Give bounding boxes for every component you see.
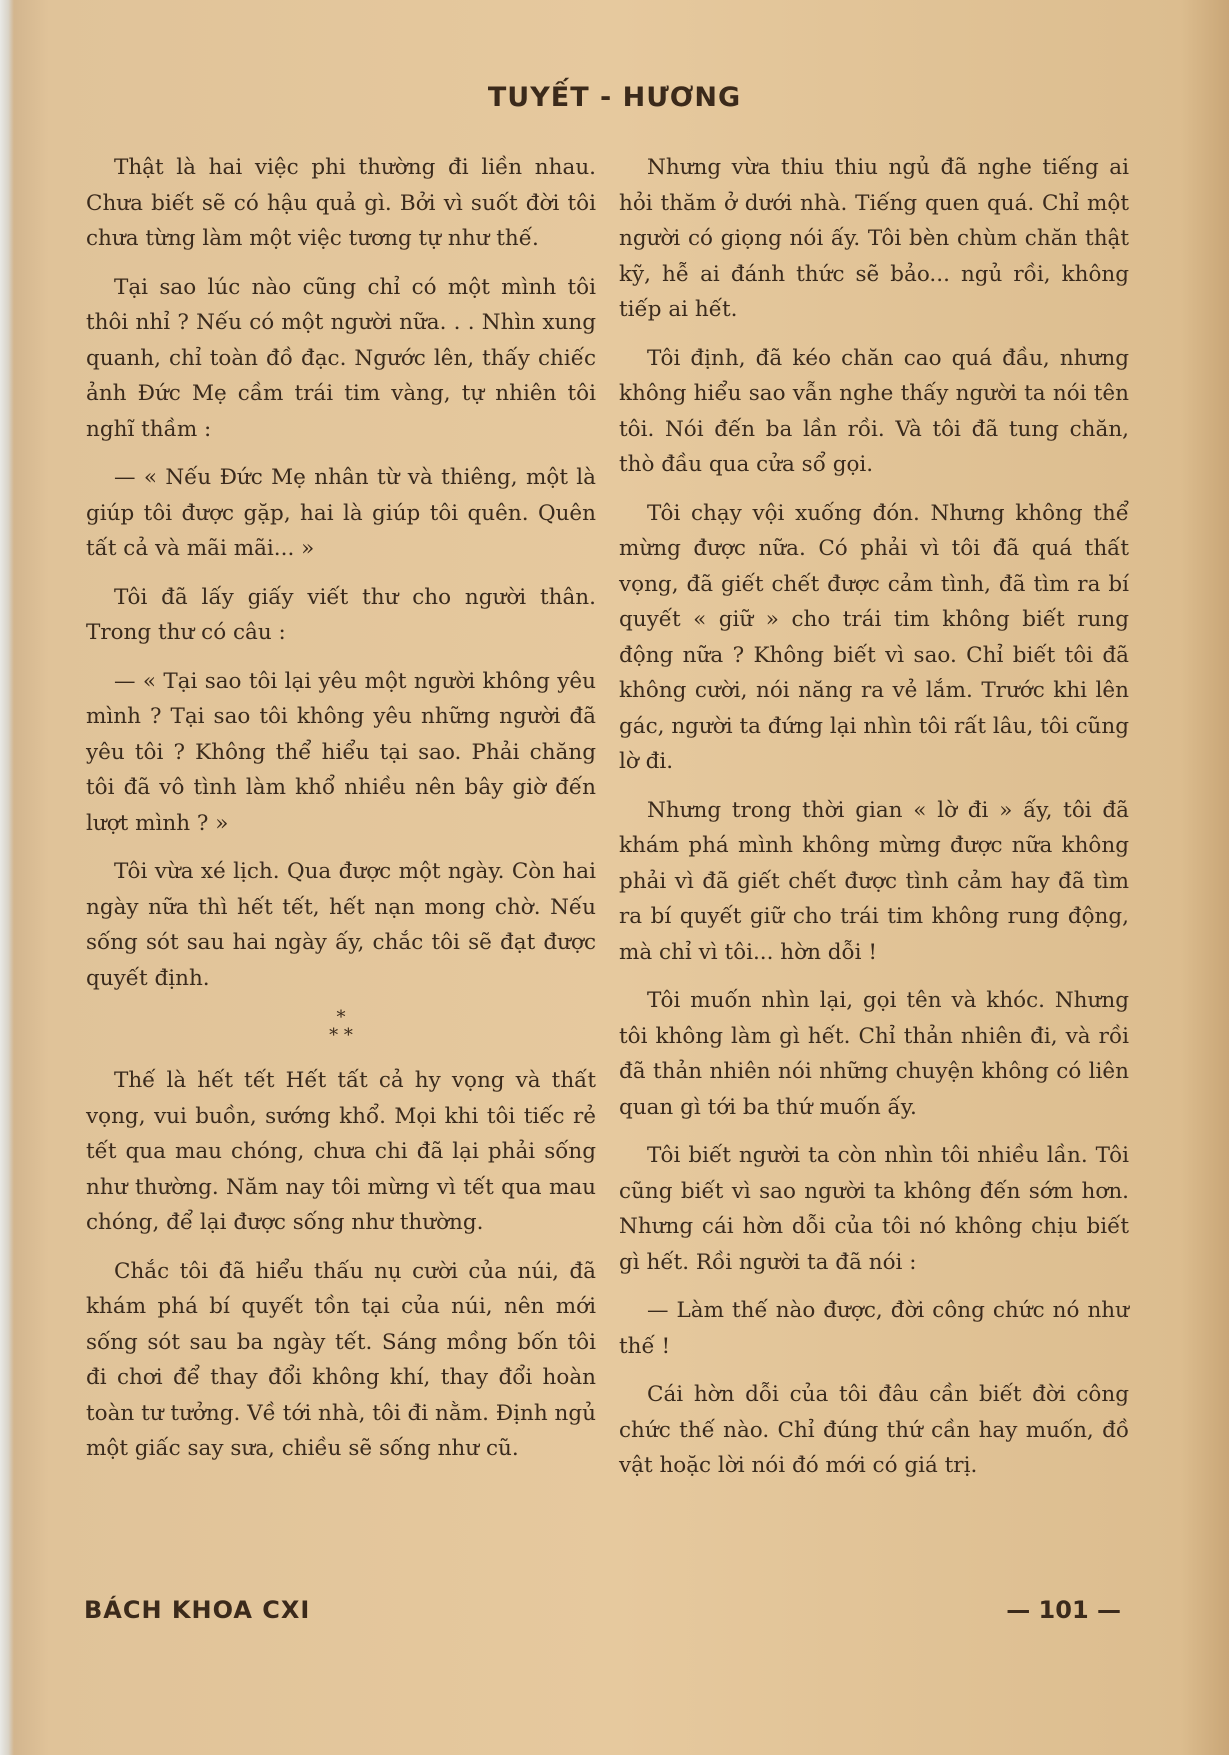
paragraph: Chắc tôi đã hiểu thấu nụ cười của núi, đã khám phá bí quyết tồn tại của núi, nên mới sống sót sau ba ngày tết. Sáng mồng bốn tôi đi chơi để thay đổi không khí, thay đổi hoàn toàn tư tưởng. Về tới nhà, tôi đi nằm. Định ngủ một giấc say sưa, chiều sẽ sống như cũ. (86, 1258, 596, 1461)
section-separator (86, 1009, 596, 1045)
page-edge (0, 0, 14, 1755)
separator-asterisk-top: * (336, 1007, 346, 1028)
paragraph: — « Nếu Đức Mẹ nhân từ và thiêng, một là giúp tôi được gặp, hai là giúp tôi quên. Quên tất cả và mãi mãi... » (86, 465, 596, 561)
left-column (86, 150, 596, 1480)
paragraph: — « Tại sao tôi lại yêu một người không yêu mình ? Tại sao tôi không yêu những người đã yêu tôi ? Không thể hiểu tại sao. Phải chăng tôi đã vô tình làm khổ nhiều nên bây giờ đến lượt mình ? » (86, 668, 596, 836)
page-number: — 101 — (1006, 1596, 1121, 1624)
paragraph: — Làm thế nào được, đời công chức nó như thế ! (619, 1298, 1129, 1359)
paragraph: Tôi đã lấy giấy viết thư cho người thân. Trong thư có câu : (86, 584, 596, 645)
paragraph: Tôi chạy vội xuống đón. Nhưng không thể mừng được nữa. Có phải vì tôi đã quá thất vọng, đã giết chết được cảm tình, đã tìm ra bí quyết « giữ » cho trái tim không biết rung động nữa ? Không biết vì sao. Chỉ biết tôi đã không cười, nói năng ra vẻ lắm. Trước khi lên gác, người ta đứng lại nhìn tôi rất lâu, tôi cũng lờ đi. (619, 500, 1129, 774)
paragraph: Tôi vừa xé lịch. Qua được một ngày. Còn hai ngày nữa thì hết tết, hết nạn mong chờ. Nếu sống sót sau hai ngày ấy, chắc tôi sẽ đạt được quyết định. (86, 859, 596, 991)
paragraph: Thật là hai việc phi thường đi liền nhau. Chưa biết sẽ có hậu quả gì. Bởi vì suốt đời tôi chưa từng làm một việc tương tự như thế. (86, 155, 596, 251)
paragraph: Cái hờn dỗi của tôi đâu cần biết đời công chức thế nào. Chỉ đúng thứ cần hay muốn, đồ vật hoặc lời nói đó mới có giá trị. (619, 1382, 1129, 1478)
magazine-name: BÁCH KHOA CXI (84, 1596, 311, 1624)
paragraph: Nhưng vừa thiu thiu ngủ đã nghe tiếng ai hỏi thăm ở dưới nhà. Tiếng quen quá. Chỉ một người có giọng nói ấy. Tôi bèn chùm chăn thật kỹ, hễ ai đánh thức sẽ bảo... ngủ rồi, không tiếp ai hết. (619, 155, 1129, 322)
paragraph: Nhưng trong thời gian « lờ đi » ấy, tôi đã khám phá mình không mừng được nữa không phải vì đã giết chết được tình cảm hay đã tìm ra bí quyết giữ cho trái tim không rung động, mà chỉ vì tôi... hờn dỗi ! (619, 797, 1129, 965)
separator-asterisk-bottom: * * (329, 1025, 353, 1046)
paragraph: Tôi định, đã kéo chăn cao quá đầu, nhưng không hiểu sao vẫn nghe thấy người ta nói tên tôi. Nói đến ba lần rồi. Và tôi đã tung chăn, thò đầu qua cửa sổ gọi. (619, 345, 1129, 477)
running-header: TUYẾT - HƯƠNG (487, 82, 742, 113)
paragraph: Tại sao lúc nào cũng chỉ có một mình tôi thôi nhỉ ? Nếu có một người nữa. . . Nhìn xung quanh, chỉ toàn đồ đạc. Ngước lên, thấy chiếc ảnh Đức Mẹ cầm trái tim vàng, tự nhiên tôi nghĩ thầm : (86, 274, 596, 442)
right-column (619, 150, 1129, 1497)
paragraph: Tôi muốn nhìn lại, gọi tên và khóc. Nhưng tôi không làm gì hết. Chỉ thản nhiên đi, và rồi đã thản nhiên nói những chuyện không có liên quan gì tới ba thứ muốn ấy. (619, 988, 1129, 1120)
paragraph: Tôi biết người ta còn nhìn tôi nhiều lần. Tôi cũng biết vì sao người ta không đến sớm hơn. Nhưng cái hờn dỗi của tôi nó không chịu biết gì hết. Rồi người ta đã nói : (619, 1143, 1129, 1275)
paragraph: Thế là hết tết Hết tất cả hy vọng và thất vọng, vui buồn, sướng khổ. Mọi khi tôi tiếc rẻ tết qua mau chóng, chưa chi đã lại phải sống như thường. Năm nay tôi mừng vì tết qua mau chóng, để lại được sống như thường. (86, 1068, 596, 1235)
